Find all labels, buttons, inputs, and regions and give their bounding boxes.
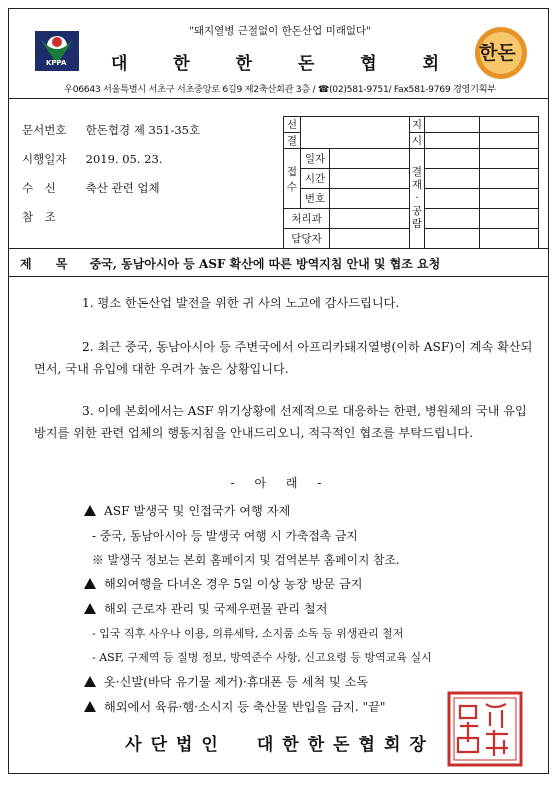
grid-cell — [480, 229, 539, 249]
grid-cell — [425, 133, 480, 149]
official-seal — [446, 690, 524, 768]
grid-beonho: 번호 — [301, 189, 330, 209]
recipient-label: 수 신 — [22, 181, 56, 195]
grid-cell — [480, 149, 539, 169]
signature-org: 사단법인 — [125, 735, 227, 755]
grid-cell — [480, 133, 539, 149]
date-row — [22, 151, 162, 167]
subject-label: 제 목 — [20, 257, 78, 271]
date-label: 시행일자 — [22, 152, 67, 166]
list-item — [84, 502, 290, 519]
paragraph-1: 1. 평소 한돈산업 발전을 위한 귀 사의 노고에 감사드립니다. — [82, 296, 400, 310]
triangle-bullet-icon — [84, 701, 96, 712]
grid-sigan: 시간 — [301, 169, 330, 189]
grid-cell — [330, 189, 410, 209]
reference-row — [22, 209, 82, 225]
header-divider — [8, 98, 549, 99]
grid-cell — [480, 189, 539, 209]
grid-gyeoljae: 결 재 · 공 람 — [410, 149, 425, 249]
signature-line — [0, 730, 560, 755]
triangle-bullet-icon — [84, 603, 96, 614]
grid-cell — [330, 229, 410, 249]
grid-damdangja: 담당자 — [284, 229, 330, 249]
subject-line — [20, 255, 540, 272]
grid-cell — [425, 189, 480, 209]
grid-su: 수 — [286, 180, 298, 193]
org-title: 대 한 한 돈 협 회 — [110, 54, 460, 74]
grid-cell — [480, 169, 539, 189]
paragraph-3: 3. 이에 본회에서는 ASF 위기상황에 선제적으로 대응하는 한편, 병원체의 국내 유입 방지를 위한 관련 업체의 행동지침을 안내드리오니, 적극적인 협조를 부탁드립니다. — [34, 404, 527, 440]
grid-ilja: 일자 — [301, 149, 330, 169]
grid-cell — [330, 209, 410, 229]
doc-number-label: 문서번호 — [22, 123, 67, 137]
subject-bottom-rule — [8, 276, 549, 277]
list-item — [84, 673, 368, 690]
grid-cell — [330, 169, 410, 189]
triangle-bullet-icon — [84, 505, 96, 516]
list-item-text: 해외여행을 다녀온 경우 5일 이상 농장 방문 금지 — [104, 577, 363, 591]
list-item — [84, 575, 363, 592]
grid-si: 시 — [410, 133, 425, 149]
recipient-value: 축산 관련 업체 — [85, 181, 160, 195]
grid-jeopsu — [284, 149, 301, 209]
grid-jeop: 접 — [286, 165, 298, 178]
reference-label: 참 조 — [22, 210, 56, 224]
grid-cell — [425, 229, 480, 249]
grid-approval-box — [301, 117, 410, 149]
list-subitem: - 입국 직후 사우나 이용, 의류세탁, 소지품 소독 등 위생관리 철저 — [92, 627, 404, 640]
grid-cell — [425, 169, 480, 189]
grid-cell — [425, 149, 480, 169]
grid-cell — [480, 117, 539, 133]
grid-cheorigwa: 처리과 — [284, 209, 330, 229]
address-line: 우06643 서울특별시 서초구 서초중앙로 6길9 제2축산회관 3층 / ☎(02)581-9751/ Fax581-9769 경영기획부 — [64, 84, 496, 95]
recipient-row — [22, 180, 160, 196]
signature-name: 대한한돈협회장 — [256, 735, 435, 755]
list-subitem: - ASF, 구제역 등 질병 정보, 방역준수 사항, 신고요령 등 방역교육 실시 — [92, 651, 432, 664]
subject-text: 중국, 동남아시아 등 ASF 확산에 따른 방역지침 안내 및 협조 요청 — [89, 257, 441, 271]
brand-logo-text: 한돈 — [479, 42, 516, 64]
date-value: 2019. 05. 23. — [85, 152, 163, 166]
grid-cell — [480, 209, 539, 229]
list-item — [84, 600, 327, 617]
triangle-bullet-icon — [84, 578, 96, 589]
kppa-logo-text: KPPA — [46, 59, 67, 67]
list-item — [84, 698, 386, 715]
grid-ji: 지 — [410, 117, 425, 133]
list-item-text: 해외에서 육류·햄·소시지 등 축산물 반입을 금지. "끝" — [104, 700, 386, 714]
list-subitem: - 중국, 동남아시아 등 발생국 여행 시 가축접촉 금지 — [92, 529, 358, 543]
doc-number-value: 한돈협경 제 351-35호 — [85, 123, 201, 137]
list-item-text: ASF 발생국 및 인접국가 여행 자제 — [104, 504, 291, 518]
slogan: "돼지열병 근절없이 한돈산업 미래없다" — [189, 25, 371, 37]
subject-top-rule — [8, 248, 549, 249]
triangle-bullet-icon — [84, 676, 96, 687]
list-item-text: 옷·신발(바닥 유기물 제거)·휴대폰 등 세척 및 소독 — [104, 675, 369, 689]
doc-number-row — [22, 122, 200, 138]
paragraph-2: 2. 최근 중국, 동남아시아 등 주변국에서 아프리카돼지열병(이하 ASF)이 계속 확산되면서, 국내 유입에 대한 우려가 높은 상황입니다. — [34, 340, 533, 376]
grid-cell — [425, 117, 480, 133]
list-item-text: 해외 근로자 관리 및 국제우편물 관리 철저 — [104, 602, 328, 616]
grid-seon: 선 — [284, 117, 301, 133]
grid-gyeol: 결 — [284, 133, 301, 149]
list-subitem: ※ 발생국 정보는 본회 홈페이지 및 검역본부 홈페이지 참조. — [92, 553, 400, 567]
approval-grid — [283, 116, 539, 249]
below-note: - 아 래 - — [230, 476, 330, 490]
grid-cell — [425, 209, 480, 229]
grid-cell — [330, 149, 410, 169]
